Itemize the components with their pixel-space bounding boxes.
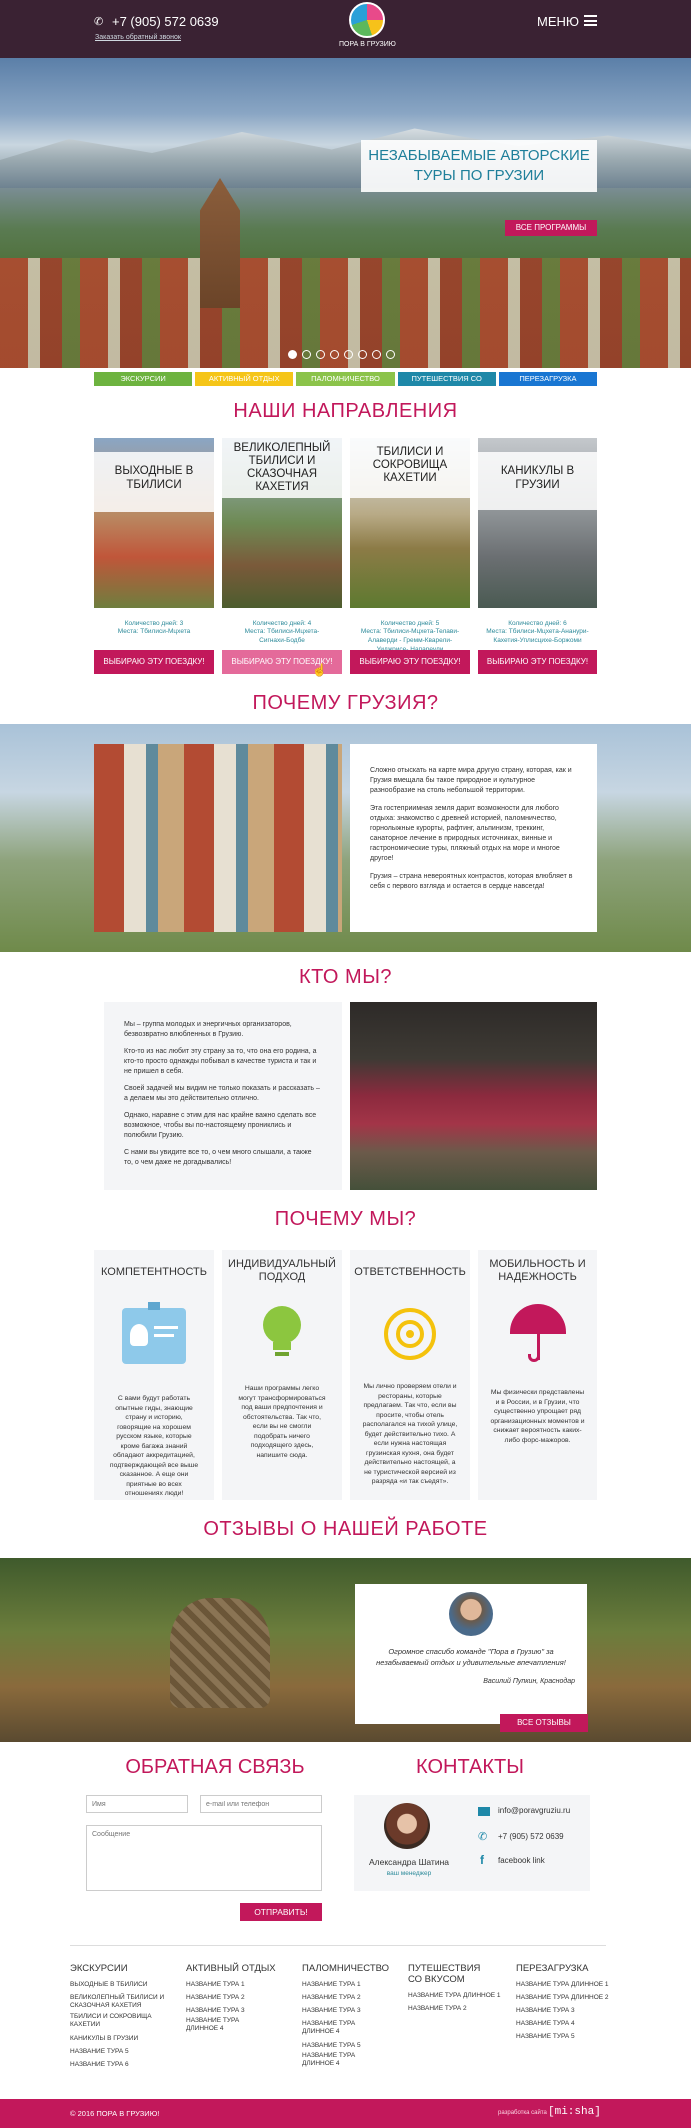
slider-dot[interactable] [288, 350, 297, 359]
direction-card[interactable] [94, 438, 214, 675]
header [0, 0, 691, 58]
footer-column [516, 1963, 626, 2043]
direction-card-image [222, 438, 342, 608]
direction-card[interactable] [222, 438, 342, 675]
footer-column [70, 1963, 180, 2071]
menu-label[interactable]: МЕНЮ [537, 14, 580, 29]
who-title: КТО МЫ? [298, 966, 393, 988]
why-us-card-title: МОБИЛЬНОСТЬ И НАДЕЖНОСТЬ [489, 1258, 586, 1283]
contacts-title: КОНТАКТЫ [416, 1756, 524, 1778]
why-us-card-text: Наши программы легко могут трансформироваться под ваши предпочтения и обстоятельства. Так что, если вы не смогли подобрать ничего подходящего здесь, напишите сюда. [238, 1385, 326, 1459]
footer-link[interactable]: НАЗВАНИЕ ТУРА 4 [516, 2020, 575, 2027]
slider-dot[interactable] [330, 350, 339, 359]
direction-card-title-box [94, 452, 214, 512]
direction-days: Количество дней: 6 [508, 620, 567, 627]
direction-card[interactable] [478, 438, 597, 675]
footer-bar [0, 2099, 691, 2128]
footer-link[interactable]: ВЕЛИКОЛЕПНЫЙ ТБИЛИСИ И СКАЗОЧНАЯ КАХЕТИЯ [70, 1994, 165, 2009]
direction-card-title: КАНИКУЛЫ В ГРУЗИИ [500, 465, 575, 491]
footer-link[interactable]: НАЗВАНИЕ ТУРА 2 [186, 1994, 245, 2001]
team-photo [350, 1002, 597, 1190]
callback-link[interactable]: Заказать обратный звонок [95, 34, 181, 41]
footer-column [302, 1963, 412, 2068]
slider-dots [288, 350, 403, 360]
who-p2: Кто-то из нас любит эту страну за то, что она его родина, а кто-то просто однажды побывал в качестве туриста и так и не пришел в себя. [124, 1048, 317, 1075]
why-us-card-title: ОТВЕТСТВЕННОСТЬ [354, 1266, 466, 1278]
direction-card-title: ВЕЛИКОЛЕПНЫЙ ТБИЛИСИ И СКАЗОЧНАЯ КАХЕТИЯ [233, 442, 331, 493]
footer-link[interactable]: НАЗВАНИЕ ТУРА 3 [302, 2007, 361, 2014]
tab-reboot[interactable]: ПЕРЕЗАГРУЗКА [499, 372, 597, 386]
phone-icon[interactable]: ✆ [94, 16, 104, 28]
tab-food-travel[interactable]: ПУТЕШЕСТВИЯ СО ВКУСОМ [398, 372, 496, 386]
footer-link[interactable]: НАЗВАНИЕ ТУРА 2 [302, 1994, 361, 2001]
direction-places: Места: Тбилиси-Мцхета-Ананури-Кахетия-Уплисцихе-Боржоми [486, 628, 589, 644]
direction-days: Количество дней: 3 [124, 620, 184, 627]
why-us-card [478, 1250, 597, 1500]
direction-card-image [350, 438, 470, 608]
footer-link[interactable]: НАЗВАНИЕ ТУРА ДЛИННОЕ 4 [302, 2020, 356, 2035]
feedback-title: ОБРАТНАЯ СВЯЗЬ [125, 1756, 305, 1778]
reviews-title: ОТЗЫВЫ О НАШЕЙ РАБОТЕ [203, 1518, 488, 1540]
direction-card[interactable] [350, 438, 470, 675]
direction-places: Места: Тбилиси-Мцхета-Сигнахи-Бодбе [244, 628, 320, 644]
email-icon [478, 1807, 490, 1816]
why-georgia-text-box [350, 744, 597, 932]
direction-card-image [94, 438, 214, 608]
directions-title: НАШИ НАПРАВЛЕНИЯ [233, 400, 458, 422]
cart-image [170, 1598, 270, 1708]
footer-link[interactable]: НАЗВАНИЕ ТУРА 6 [70, 2061, 129, 2068]
footer-link[interactable]: НАЗВАНИЕ ТУРА ДЛИННОЕ 2 [516, 1994, 609, 2001]
footer-link[interactable]: НАЗВАНИЕ ТУРА 3 [516, 2007, 575, 2014]
contact-email[interactable]: info@poravgruziu.ru [498, 1806, 571, 1815]
footer-link[interactable]: НАЗВАНИЕ ТУРА 2 [408, 2005, 467, 2012]
direction-card-image [478, 438, 597, 608]
footer-link[interactable]: НАЗВАНИЕ ТУРА 5 [302, 2042, 361, 2049]
hero-title-line1: НЕЗАБЫВАЕМЫЕ АВТОРСКИЕ [368, 147, 590, 164]
direction-card-title: ТБИЛИСИ И СОКРОВИЩА КАХЕТИИ [372, 446, 448, 484]
why-us-card-title: КОМПЕТЕНТНОСТЬ [101, 1266, 207, 1278]
footer-link[interactable]: НАЗВАНИЕ ТУРА ДЛИННОЕ 1 [516, 1981, 609, 1988]
who-p3: Своей задачей мы видим не только показать и рассказать – а делаем мы это действительно отлично. [124, 1085, 320, 1102]
footer-column-title: АКТИВНЫЙ ОТДЫХ [186, 1963, 276, 1974]
contact-phone[interactable]: +7 (905) 572 0639 [498, 1832, 564, 1841]
footer-link[interactable]: НАЗВАНИЕ ТУРА 5 [516, 2033, 575, 2040]
reviewer-avatar [449, 1592, 493, 1636]
why-georgia-p2: Эта гостеприимная земля дарит возможности для любого отдыха: знакомство с древней историей, паломничество, горнолыжные курорты, рафтинг, альпинизм, треккинг, санаторное лечение в природных источниках, винные и гастрономические туры, пляжный отдых на море и многое другое! [370, 805, 560, 862]
footer-link[interactable]: НАЗВАНИЕ ТУРА ДЛИННОЕ 4 [302, 2052, 356, 2067]
why-us-card-title: ИНДИВИДУАЛЬНЫЙ ПОДХОД [228, 1258, 336, 1283]
footer-column [186, 1963, 296, 2033]
direction-card-title: ВЫХОДНЫЕ В ТБИЛИСИ [114, 465, 194, 491]
why-georgia-p3: Грузия – страна невероятных контрастов, которая влюбляет в себя с первого взгляда и остается в сердце навсегда! [370, 873, 573, 890]
slider-dot[interactable] [386, 350, 395, 359]
why-us-card-text: Мы лично проверяем отели и рестораны, которые предлагаем. Так что, если вы просите, чтобы отель располагался на тихой улице, будет действительно тихо. А если нужна настоящая грузинская кухня, она будет действительно настоящей, а не туристической версией из разряда «и так съедят». [362, 1383, 458, 1485]
all-programs-button[interactable]: ВСЕ ПРОГРАММЫ [505, 220, 597, 236]
why-georgia-band [0, 724, 691, 952]
manager-role: ваш менеджер [386, 1870, 432, 1877]
choose-trip-button[interactable]: ВЫБИРАЮ ЭТУ ПОЕЗДКУ! [222, 650, 342, 674]
phone-icon: ✆ [478, 1831, 488, 1843]
direction-card-title-box [222, 438, 342, 498]
direction-days: Количество дней: 4 [252, 620, 312, 627]
who-text-box [104, 1002, 342, 1190]
slider-dot[interactable] [344, 350, 353, 359]
why-us-card-text: С вами будут работать опытные гиды, знающие страну и историю, говорящие на хорошем русском языке, которые кроме багажа знаний обладают аккредитацией, подтверждающей все выше сказанное. А еще они приятные во всех отношениях люди! [109, 1395, 199, 1497]
copyright: © 2016 ПОРА В ГРУЗИЮ! [70, 2109, 160, 2118]
logo-emblem-icon [349, 2, 385, 38]
why-us-card-text: Мы физически представлены и в России, и в Грузии, что существенно упрощает ряд организационных моментов и снижает вероятность каких-либо форс-мажоров. [490, 1389, 585, 1444]
choose-trip-button[interactable]: ВЫБИРАЮ ЭТУ ПОЕЗДКУ! [478, 650, 597, 674]
footer-link[interactable]: ВЫХОДНЫЕ В ТБИЛИСИ [70, 1981, 148, 1988]
choose-trip-button[interactable]: ВЫБИРАЮ ЭТУ ПОЕЗДКУ! [350, 650, 470, 674]
hamburger-icon[interactable] [584, 15, 597, 26]
hero-title-line2: ТУРЫ ПО ГРУЗИИ [413, 167, 545, 184]
lightbulb-icon [263, 1306, 301, 1366]
direction-days: Количество дней: 5 [380, 620, 440, 627]
review-quote: Огромное спасибо команде "Пора в Грузию" за незабываемый отдых и удивительные впечатления! [376, 1647, 566, 1667]
footer-column-title: ПАЛОМНИЧЕСТВО [302, 1963, 390, 1974]
slider-dot[interactable] [316, 350, 325, 359]
who-p4: Однако, наравне с этим для нас крайне важно сделать все возможное, чтобы вы по-настоящему прониклись и полюбили Грузию. [124, 1112, 317, 1139]
who-p5: С нами вы увидите все то, о чем много слышали, а также то, о чем даже не догадывались! [124, 1149, 312, 1166]
footer-column [408, 1963, 518, 2015]
why-us-title: ПОЧЕМУ МЫ? [274, 1208, 417, 1230]
hero-banner [0, 58, 691, 368]
footer-link[interactable]: НАЗВАНИЕ ТУРА 1 [186, 1981, 245, 1988]
footer-link[interactable]: ТБИЛИСИ И СОКРОВИЩА КАХЕТИИ [70, 2013, 152, 2028]
cursor-icon: ☝ [312, 663, 327, 677]
tbilisi-houses-image [94, 744, 342, 932]
why-georgia-title: ПОЧЕМУ ГРУЗИЯ? [252, 692, 439, 714]
who-p1: Мы – группа молодых и энергичных организаторов, безвозвратно влюбленных в Грузию. [124, 1021, 292, 1038]
target-icon [384, 1308, 436, 1360]
made-by-label: разработка сайта [498, 2110, 547, 2116]
footer-link[interactable]: НАЗВАНИЕ ТУРА 1 [302, 1981, 361, 1988]
contact-input[interactable] [200, 1795, 322, 1813]
category-tabs [94, 372, 597, 397]
facebook-icon: f [480, 1853, 484, 1867]
slider-dot[interactable] [372, 350, 381, 359]
contact-facebook[interactable]: facebook link [498, 1856, 545, 1865]
footer-column-title: ЭКСКУРСИИ [70, 1963, 128, 1974]
hero-church-tower [200, 178, 240, 308]
review-author: Василий Пупкин, Краснодар [483, 1678, 575, 1685]
tab-pilgrimage[interactable]: ПАЛОМНИЧЕСТВО [296, 372, 394, 386]
why-us-card [222, 1250, 342, 1500]
manager-avatar [384, 1803, 430, 1849]
submit-button[interactable]: ОТПРАВИТЬ! [240, 1903, 322, 1921]
tab-active-rest[interactable]: АКТИВНЫЙ ОТДЫХ [195, 372, 293, 386]
footer-column-title: ПЕРЕЗАГРУЗКА [516, 1963, 589, 1974]
why-georgia-p1: Сложно отыскать на карте мира другую страну, которая, как и Грузия вмещала бы такое природное и культурное разнообразие на столь небольшой территории. [370, 767, 572, 794]
slider-dot[interactable] [358, 350, 367, 359]
manager-name: Александра Шатина [368, 1857, 449, 1867]
footer-link[interactable]: КАНИКУЛЫ В ГРУЗИИ [70, 2035, 139, 2042]
name-input[interactable] [86, 1795, 188, 1813]
direction-places: Места: Тбилиси-Мцхета-Телави-Алаверди - Гремм-Кварели- [360, 628, 460, 644]
all-reviews-button[interactable]: ВСЕ ОТЗЫВЫ [500, 1714, 588, 1732]
studio-logo[interactable]: [mi:sha] [548, 2106, 601, 2118]
footer-link[interactable]: НАЗВАНИЕ ТУРА 5 [70, 2048, 129, 2055]
slider-dot[interactable] [302, 350, 311, 359]
why-us-card [350, 1250, 470, 1500]
logo-text: ПОРА В ГРУЗИЮ [339, 41, 396, 48]
tab-excursions[interactable]: ЭКСКУРСИИ [94, 372, 192, 386]
footer-link[interactable]: НАЗВАНИЕ ТУРА ДЛИННОЕ 1 [408, 1992, 501, 1999]
hero-title-box [361, 140, 597, 192]
reviews-band [0, 1558, 691, 1742]
message-input[interactable] [86, 1825, 322, 1891]
review-box [355, 1584, 587, 1724]
logo[interactable] [339, 2, 395, 56]
contacts-box [354, 1795, 590, 1891]
header-phone[interactable]: +7 (905) 572 0639 [112, 14, 219, 29]
why-us-card [94, 1250, 214, 1500]
direction-places: Места: Тбилиси-Мцхета [117, 628, 191, 635]
direction-card-title-box [350, 438, 470, 498]
direction-card-title-box [478, 452, 597, 510]
choose-trip-button[interactable]: ВЫБИРАЮ ЭТУ ПОЕЗДКУ! [94, 650, 214, 674]
umbrella-icon [510, 1304, 566, 1368]
footer-divider [70, 1945, 606, 1946]
id-card-icon [122, 1308, 186, 1364]
footer-link[interactable]: НАЗВАНИЕ ТУРА ДЛИННОЕ 4 [186, 2017, 240, 2032]
footer-link[interactable]: НАЗВАНИЕ ТУРА 3 [186, 2007, 245, 2014]
footer-column-title: ПУТЕШЕСТВИЯ СО ВКУСОМ [408, 1963, 481, 1985]
